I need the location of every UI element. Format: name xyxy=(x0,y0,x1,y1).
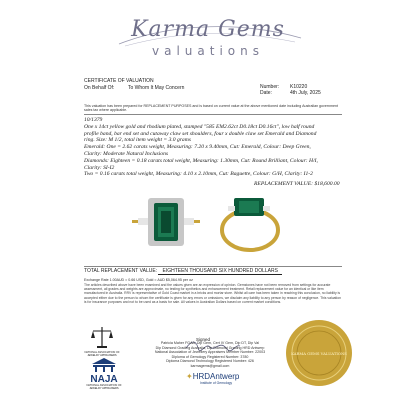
purpose-notice: This valuation has been prepared for REPLACEMENT PURPOSES and is based on current value at the above mentioned date including Australian government sales tax where applicable. xyxy=(84,104,339,113)
ring-side-view xyxy=(222,198,278,250)
item-description xyxy=(84,117,344,178)
total-replacement-value xyxy=(84,268,344,274)
naja-subtitle: NATIONAL ASSOCIATION OF JEWELRY APPRAISERS xyxy=(86,384,122,391)
disclaimer: The articles described above have been examined and the values given are an expression of opinion. Gemstones have not been removed from settings for accurate assessment, all grades and weights are approximate, no testing for synthetics and enhancement treatment. Retail replacement value for an identical or like item manufactured in Australia. RRV is representative of Gold Coast market in a bricks and mortar store. Whilst all care has been taken in reaching this conclusion, no liability is accepted either due to the person to whom the certificate is given for any errors or omissions, we disclaim any liability to any person by reason of negligence. This valuation is for insurance purposes and not to be used as a basis for sale. All values in Australian Dollars based on current market conditions. xyxy=(84,283,342,304)
total-value: EIGHTEEN THOUSAND SIX HUNDRED DOLLARS xyxy=(158,268,281,275)
ring-photo xyxy=(132,190,292,256)
desc-line: profile band, bar end set and cutaway claw set shoulders, four x double claw set Emerald and Diamond xyxy=(84,130,317,137)
company-logo xyxy=(0,18,416,58)
naja-logo xyxy=(84,358,124,384)
certificate-header xyxy=(84,78,284,91)
scales-of-justice-icon xyxy=(90,324,114,350)
divider xyxy=(84,114,342,115)
desc-line: Clarity: Moderate Natural Inclusions xyxy=(84,150,169,157)
number-value: K10220 xyxy=(290,84,308,90)
total-label: TOTAL REPLACEMENT VALUE: xyxy=(84,268,158,274)
credential-line: Diploma Diamond Technology Registered Number: 426 xyxy=(166,359,254,364)
hrd-star-icon: ✦ xyxy=(186,372,193,381)
contact-email: karmagems@gmail.com xyxy=(190,363,230,368)
naja-wordmark: NAJA xyxy=(90,374,118,384)
number-label: Number: xyxy=(260,84,280,90)
date-label: Date: xyxy=(260,90,272,96)
credential-line: Diploma of Gemology Registered Number: 3780 xyxy=(171,354,249,359)
item-ref: 10/1379 xyxy=(84,117,103,123)
certificate-title: CERTIFICATE OF VALUATION xyxy=(84,78,154,84)
hrd-name: HRDAntwerp xyxy=(192,372,240,381)
divider xyxy=(84,266,342,267)
logo-script: Karma Gems xyxy=(131,17,285,42)
on-behalf-value: To Whom It May Concern xyxy=(128,85,185,91)
credential-line: National Association of Jewellery Appraisers Member Number: 22003 xyxy=(154,350,266,355)
exchange-rate: Exchange Rate 1.00AUD = 0.66 USD, Gold = AUD $5,064.95 per oz xyxy=(84,278,193,282)
signer-name: Patricia Maher FGAA, Dip Gem, Cert IV Gem, Dip DT, Dip Val xyxy=(160,341,260,345)
signed-label: Signed xyxy=(196,337,211,342)
credential-line: Dip Diamond Grading Australia, Dip Diamond Grading HRD Antwerp xyxy=(155,345,265,350)
hrd-subtitle: Institute of Gemology xyxy=(200,381,233,385)
ring-front-view xyxy=(132,198,200,246)
desc-line: Two = 0.16 carats total weight, Measuring: 4.10 x 2.10mm, Cut: Baguette, Colour: G/H, Clarity: I1-2 xyxy=(84,171,313,178)
date-value: 4th July, 2025 xyxy=(290,90,321,96)
desc-line: One x 14ct yellow gold and rhodium plated, stamped "585 EM2.62ct D0.18ct D0.16ct", low half round xyxy=(84,123,315,130)
signature-credentials xyxy=(140,341,280,369)
gold-seal-icon xyxy=(284,318,354,388)
desc-line: Clarity: SI-I2 xyxy=(84,164,115,171)
hrd-antwerp-logo xyxy=(186,372,286,385)
certificate-meta xyxy=(260,84,340,96)
logo-subtitle: valuations xyxy=(152,44,264,58)
assoc-badge-text: NATIONAL ASSOCIATION OF JEWELRY APPRAISERS xyxy=(84,351,120,358)
desc-line: Diamonds: Eighteen = 0.18 carats total weight, Measuring: 1.30mm, Cut: Round Brilliant, Colour: H/I, xyxy=(84,157,318,164)
seal-text: KARMA GEMS VALUATIONS xyxy=(291,351,347,356)
desc-line: Emerald: One = 2.62 carats weight, Measuring: 7.20 x 9.40mm, Cut: Emerald, Colour: Deep Green, xyxy=(84,144,311,151)
replacement-value: REPLACEMENT VALUE: $18,600.00 xyxy=(254,181,340,187)
on-behalf-label: On Behalf Of: xyxy=(84,85,115,91)
desc-line: ring. Size: M 1/2, total item weight = 3.0 grams xyxy=(84,137,191,144)
